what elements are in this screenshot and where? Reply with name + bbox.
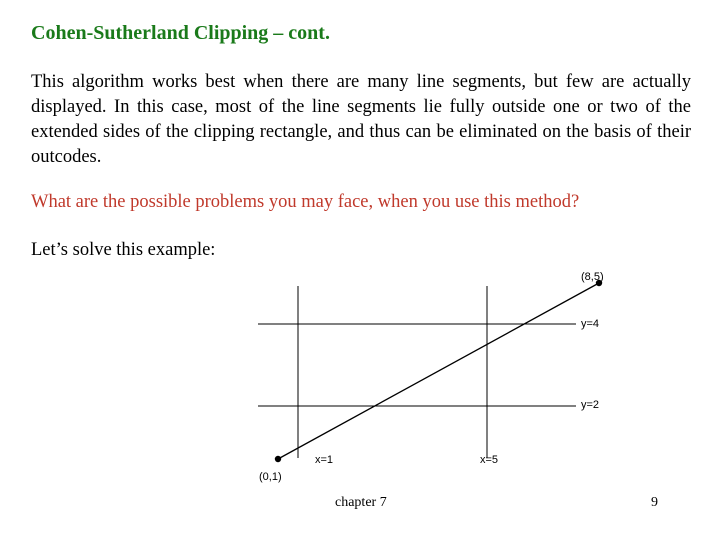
y-top-label: y=4 (581, 318, 600, 330)
page-number: 9 (651, 495, 658, 510)
slide-title: Cohen-Sutherland Clipping – cont. (31, 22, 330, 44)
body-paragraph: This algorithm works best when there are many line segments, but few are actually displayed. In this case, most of the line segments lie fully outside one or two of the extended sides of the clipping rectangle, and thus can be eliminated on the basis of their outcodes. (31, 72, 691, 167)
y-bottom-label: y=2 (581, 399, 600, 411)
end-point-label: (8,5) (581, 271, 604, 283)
question-text: What are the possible problems you may face, when you use this method? (31, 192, 580, 212)
x-right-label: x=5 (480, 454, 499, 466)
start-point-label: (0,1) (259, 471, 282, 483)
x-left-label: x=1 (315, 454, 334, 466)
footer-chapter: chapter 7 (335, 495, 387, 510)
start-point (275, 456, 281, 462)
line-segment (278, 283, 599, 459)
example-prompt: Let’s solve this example: (31, 240, 216, 260)
